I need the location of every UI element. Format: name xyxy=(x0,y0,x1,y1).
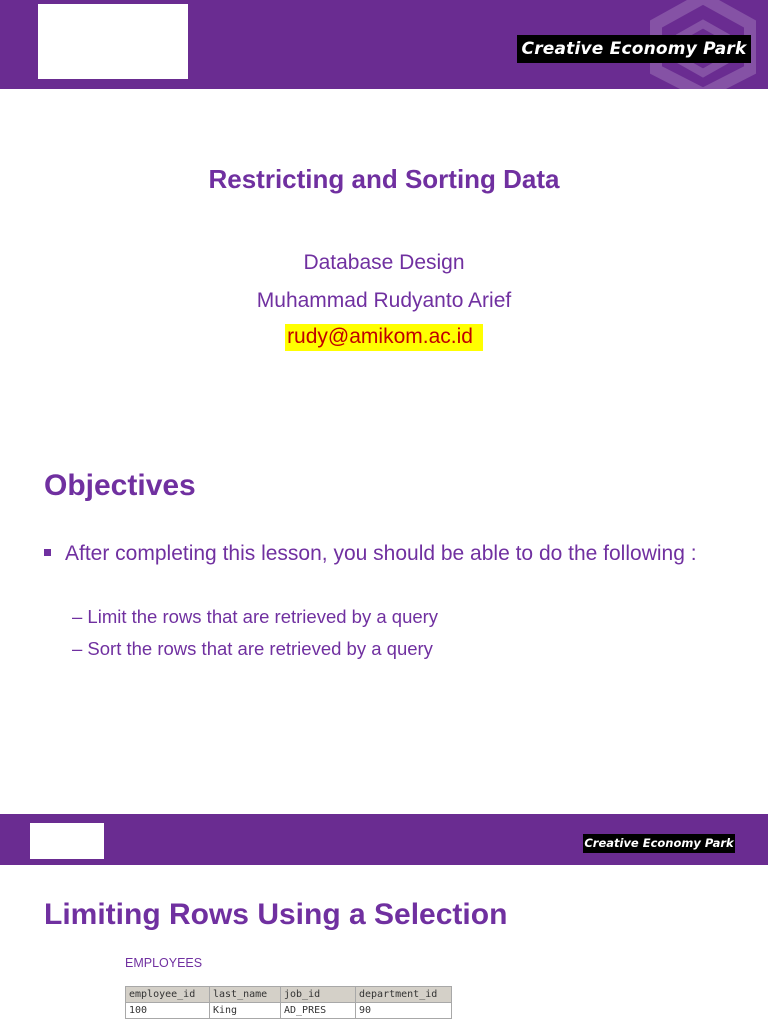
objectives-bullet xyxy=(44,538,734,569)
author-email: rudy@amikom.ac.id xyxy=(285,324,483,351)
email-container xyxy=(0,324,768,351)
table-cell: King xyxy=(210,1003,281,1019)
bullet-text: After completing this lesson, you should be able to do the following : xyxy=(65,542,697,565)
objective-item: – Sort the rows that are retrieved by a query xyxy=(72,638,433,659)
column-header: department_id xyxy=(356,987,452,1003)
logo-placeholder-slide2 xyxy=(30,823,104,859)
header-bar-slide2 xyxy=(0,814,768,865)
table-header-row xyxy=(126,987,452,1003)
course-name: Database Design xyxy=(303,251,465,274)
table-cell: 100 xyxy=(126,1003,210,1019)
objective-item: – Limit the rows that are retrieved by a query xyxy=(72,606,439,627)
header-bar xyxy=(0,0,768,89)
table-cell: 90 xyxy=(356,1003,452,1019)
brand-tagline: Creative Economy Park xyxy=(517,35,751,63)
column-header: last_name xyxy=(210,987,281,1003)
logo-placeholder xyxy=(38,4,188,79)
table-row xyxy=(126,1003,452,1019)
objectives-title: Objectives xyxy=(44,469,196,502)
table-label: EMPLOYEES xyxy=(125,956,203,970)
column-header: job_id xyxy=(281,987,356,1003)
table-cell: AD_PRES xyxy=(281,1003,356,1019)
slide-title: Restricting and Sorting Data xyxy=(208,164,560,194)
brand-tagline-slide2: Creative Economy Park xyxy=(583,834,735,853)
slide2-title: Limiting Rows Using a Selection xyxy=(44,898,508,931)
bullet-square-icon xyxy=(44,549,51,556)
column-header: employee_id xyxy=(126,987,210,1003)
employees-table xyxy=(125,986,452,1019)
author-name: Muhammad Rudyanto Arief xyxy=(256,289,512,312)
